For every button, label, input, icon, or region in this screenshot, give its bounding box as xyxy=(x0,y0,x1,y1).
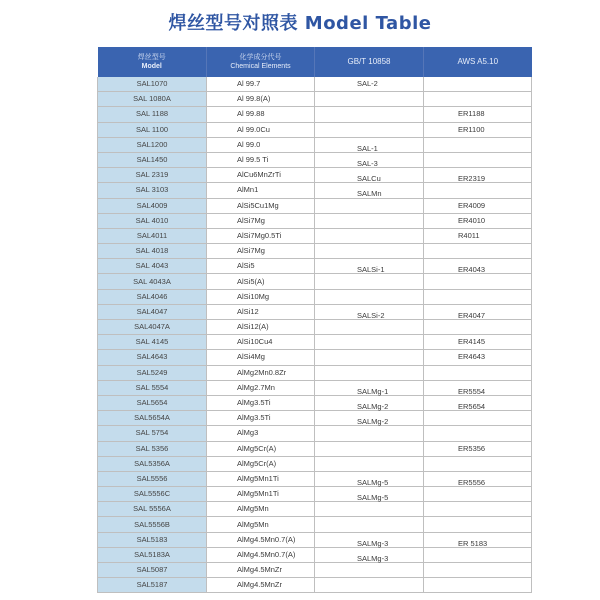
model-cell xyxy=(98,502,207,517)
chemical-cell-text: AlMg5Mn1Ti xyxy=(237,489,279,499)
gbt-cell-text: SAL-1 xyxy=(357,143,378,153)
aws-cell xyxy=(424,441,532,456)
aws-cell xyxy=(424,92,532,107)
aws-cell xyxy=(424,365,532,380)
chemical-cell-text: AlMg3 xyxy=(237,428,259,438)
aws-cell xyxy=(424,77,532,92)
gbt-cell xyxy=(315,92,424,107)
model-cell-text: SAL 4043A xyxy=(133,276,171,286)
gbt-cell xyxy=(315,487,424,502)
model-cell-text: SAL 4010 xyxy=(135,215,169,225)
model-cell-text: SAL4047A xyxy=(134,322,170,332)
table-row xyxy=(98,213,532,228)
table-row xyxy=(98,441,532,456)
model-cell xyxy=(98,441,207,456)
aws-cell-text: ER4043 xyxy=(458,265,486,275)
table-row xyxy=(98,426,532,441)
gbt-cell xyxy=(315,380,424,395)
chemical-cell xyxy=(207,92,315,107)
chemical-cell xyxy=(207,122,315,137)
chemical-cell xyxy=(207,502,315,517)
model-cell xyxy=(98,335,207,350)
table-row xyxy=(98,532,532,547)
model-cell-text: SAL 5754 xyxy=(135,428,169,438)
chemical-cell xyxy=(207,441,315,456)
aws-cell xyxy=(424,471,532,486)
chemical-cell-text: AlMg5Cr(A) xyxy=(237,443,277,453)
chemical-cell-text: AlSi4Mg xyxy=(237,352,265,362)
gbt-cell-text: SAL-3 xyxy=(357,159,378,169)
gbt-cell xyxy=(315,304,424,319)
gbt-cell xyxy=(315,213,424,228)
table-row xyxy=(98,77,532,92)
table-row xyxy=(98,563,532,578)
header-chem-zh: 化学成分代号 xyxy=(239,53,282,61)
chemical-cell-text: AlMg4.5MnZr xyxy=(237,580,283,590)
aws-cell-text: ER5356 xyxy=(458,443,486,453)
model-cell xyxy=(98,532,207,547)
chemical-cell xyxy=(207,152,315,167)
gbt-cell xyxy=(315,365,424,380)
aws-cell-text: ER4009 xyxy=(458,200,486,210)
aws-cell xyxy=(424,304,532,319)
chemical-cell-text: AlSi5(A) xyxy=(237,276,265,286)
aws-cell xyxy=(424,578,532,593)
header-gbt xyxy=(315,47,424,77)
gbt-cell-text: SAL-2 xyxy=(357,79,378,89)
model-cell xyxy=(98,350,207,365)
model-cell-text: SAL5087 xyxy=(136,565,168,575)
chemical-cell xyxy=(207,365,315,380)
gbt-cell-text: SALMg-2 xyxy=(357,417,389,427)
table-row xyxy=(98,320,532,335)
model-cell xyxy=(98,228,207,243)
table-row xyxy=(98,183,532,198)
chemical-cell-text: AlMg3.5Ti xyxy=(237,413,271,423)
model-cell xyxy=(98,244,207,259)
gbt-cell-text: SALSi-2 xyxy=(357,310,385,320)
model-cell xyxy=(98,168,207,183)
chemical-cell-text: AlSi12(A) xyxy=(237,322,269,332)
gbt-cell xyxy=(315,578,424,593)
aws-cell xyxy=(424,532,532,547)
model-cell xyxy=(98,487,207,502)
aws-cell-text: ER5654 xyxy=(458,402,486,412)
model-cell-text: SAL4047 xyxy=(136,306,168,316)
gbt-cell xyxy=(315,502,424,517)
table-row xyxy=(98,411,532,426)
table-row xyxy=(98,107,532,122)
chemical-cell xyxy=(207,274,315,289)
table-row xyxy=(98,456,532,471)
table-row xyxy=(98,487,532,502)
chemical-cell-text: AlSi7Mg xyxy=(237,246,265,256)
model-cell xyxy=(98,411,207,426)
gbt-cell xyxy=(315,274,424,289)
gbt-cell xyxy=(315,411,424,426)
chemical-cell xyxy=(207,517,315,532)
model-cell-text: SAL5556B xyxy=(134,519,170,529)
aws-cell xyxy=(424,411,532,426)
chemical-cell xyxy=(207,487,315,502)
model-cell-text: SAL 3103 xyxy=(135,185,169,195)
chemical-cell-text: Al 99.8(A) xyxy=(237,94,271,104)
model-cell xyxy=(98,365,207,380)
chemical-cell-text: AlSi10Mg xyxy=(237,291,270,301)
chemical-cell xyxy=(207,198,315,213)
model-cell xyxy=(98,578,207,593)
chemical-cell-text: AlMg3.5Ti xyxy=(237,398,271,408)
aws-cell-text: ER4145 xyxy=(458,337,486,347)
chemical-cell-text: AlMn1 xyxy=(237,185,259,195)
table-row xyxy=(98,395,532,410)
header-aws-label: AWS A5.10 xyxy=(457,57,499,66)
header-chem-en: Chemical Elements xyxy=(230,63,291,70)
model-cell xyxy=(98,304,207,319)
gbt-cell-text: SALSi-1 xyxy=(357,265,385,275)
table-row xyxy=(98,289,532,304)
aws-cell xyxy=(424,335,532,350)
model-cell-text: SAL4046 xyxy=(136,291,168,301)
aws-cell xyxy=(424,547,532,562)
aws-cell-text: ER1100 xyxy=(458,124,485,134)
chemical-cell-text: AlMg4.5Mn0.7(A) xyxy=(237,549,296,559)
gbt-cell xyxy=(315,350,424,365)
aws-cell xyxy=(424,198,532,213)
chemical-cell xyxy=(207,304,315,319)
model-cell xyxy=(98,380,207,395)
model-cell-text: SAL 4018 xyxy=(135,246,169,256)
chemical-cell-text: AlMg5Mn xyxy=(237,504,269,514)
model-cell-text: SAL5183A xyxy=(134,549,170,559)
chemical-cell-text: AlSi5 xyxy=(237,261,255,271)
chemical-cell xyxy=(207,350,315,365)
table-row xyxy=(98,471,532,486)
model-cell-text: SAL1200 xyxy=(136,139,168,149)
chemical-cell xyxy=(207,411,315,426)
model-cell-text: SAL 5556A xyxy=(133,504,171,514)
gbt-cell xyxy=(315,289,424,304)
header-aws xyxy=(424,47,532,77)
chemical-cell xyxy=(207,335,315,350)
gbt-cell xyxy=(315,320,424,335)
gbt-cell-text: SALMg-2 xyxy=(357,402,389,412)
aws-cell xyxy=(424,502,532,517)
chemical-cell-text: Al 99.0Cu xyxy=(237,124,270,134)
table-row xyxy=(98,198,532,213)
gbt-cell-text: SALMg-5 xyxy=(357,493,389,503)
chemical-cell xyxy=(207,426,315,441)
chemical-cell-text: AlMg4.5MnZr xyxy=(237,565,283,575)
model-cell xyxy=(98,77,207,92)
model-cell xyxy=(98,517,207,532)
chemical-cell-text: AlMg5Mn xyxy=(237,519,269,529)
table-row xyxy=(98,122,532,137)
gbt-cell xyxy=(315,471,424,486)
model-cell xyxy=(98,426,207,441)
table-row xyxy=(98,380,532,395)
chemical-cell xyxy=(207,456,315,471)
aws-cell xyxy=(424,183,532,198)
aws-cell xyxy=(424,563,532,578)
header-chemical-elements xyxy=(207,47,315,77)
table-row xyxy=(98,350,532,365)
chemical-cell xyxy=(207,320,315,335)
table-row xyxy=(98,547,532,562)
table-row xyxy=(98,335,532,350)
chemical-cell-text: Al 99.88 xyxy=(237,109,265,119)
gbt-cell xyxy=(315,456,424,471)
table-row xyxy=(98,274,532,289)
gbt-cell xyxy=(315,532,424,547)
model-cell-text: SAL5654 xyxy=(136,398,168,408)
model-cell xyxy=(98,107,207,122)
gbt-cell-text: SALMg-3 xyxy=(357,538,389,548)
table-row xyxy=(98,244,532,259)
gbt-cell xyxy=(315,107,424,122)
gbt-cell xyxy=(315,137,424,152)
aws-cell xyxy=(424,213,532,228)
aws-cell xyxy=(424,289,532,304)
gbt-cell xyxy=(315,517,424,532)
aws-cell xyxy=(424,350,532,365)
aws-cell-text: ER4047 xyxy=(458,310,486,320)
aws-cell xyxy=(424,244,532,259)
aws-cell xyxy=(424,487,532,502)
gbt-cell-text: SALMg-3 xyxy=(357,553,389,563)
chemical-cell xyxy=(207,77,315,92)
aws-cell-text: ER2319 xyxy=(458,174,486,184)
chemical-cell xyxy=(207,228,315,243)
chemical-cell xyxy=(207,107,315,122)
chemical-cell-text: AlSi10Cu4 xyxy=(237,337,273,347)
model-cell-text: SAL5556C xyxy=(133,489,171,499)
table-header-row xyxy=(98,47,532,77)
model-cell-text: SAL 1080A xyxy=(133,94,171,104)
table-row xyxy=(98,137,532,152)
chemical-cell-text: AlCu6MnZrTi xyxy=(237,170,281,180)
table-body xyxy=(98,77,532,593)
model-cell xyxy=(98,92,207,107)
aws-cell-text: ER1188 xyxy=(458,109,485,119)
header-model xyxy=(98,47,207,77)
gbt-cell xyxy=(315,183,424,198)
aws-cell-text: R4011 xyxy=(458,230,480,240)
aws-cell xyxy=(424,259,532,274)
model-cell-text: SAL5187 xyxy=(136,580,168,590)
header-model-en: Model xyxy=(141,63,162,70)
chemical-cell-text: Al 99.5 Ti xyxy=(237,155,269,165)
aws-cell xyxy=(424,380,532,395)
chemical-cell-text: AlSi7Mg0.5Ti xyxy=(237,230,282,240)
chemical-cell xyxy=(207,532,315,547)
gbt-cell xyxy=(315,563,424,578)
aws-cell-text: ER4643 xyxy=(458,352,486,362)
table-row xyxy=(98,365,532,380)
table-row xyxy=(98,168,532,183)
table-row xyxy=(98,259,532,274)
model-cell xyxy=(98,122,207,137)
chemical-cell-text: AlSi7Mg xyxy=(237,215,265,225)
aws-cell xyxy=(424,395,532,410)
model-cell-text: SAL4011 xyxy=(136,230,168,240)
aws-cell-text: ER 5183 xyxy=(458,538,488,548)
gbt-cell-text: SALMg-1 xyxy=(357,386,389,396)
model-cell-text: SAL5249 xyxy=(136,367,168,377)
model-cell-text: SAL 5356 xyxy=(135,443,169,453)
aws-cell xyxy=(424,456,532,471)
model-cell xyxy=(98,152,207,167)
chemical-cell xyxy=(207,289,315,304)
table-row xyxy=(98,578,532,593)
chemical-cell xyxy=(207,547,315,562)
model-cell-text: SAL5654A xyxy=(134,413,170,423)
gbt-cell xyxy=(315,335,424,350)
aws-cell xyxy=(424,152,532,167)
chemical-cell xyxy=(207,259,315,274)
chemical-cell-text: AlSi5Cu1Mg xyxy=(237,200,279,210)
gbt-cell xyxy=(315,77,424,92)
model-cell xyxy=(98,320,207,335)
model-cell xyxy=(98,289,207,304)
model-cell-text: SAL1450 xyxy=(136,155,168,165)
header-gbt-label: GB/T 10858 xyxy=(347,57,391,66)
gbt-cell xyxy=(315,122,424,137)
gbt-cell xyxy=(315,547,424,562)
aws-cell-text: ER5556 xyxy=(458,477,486,487)
chemical-cell xyxy=(207,244,315,259)
gbt-cell xyxy=(315,395,424,410)
model-table xyxy=(97,47,532,593)
model-cell-text: SAL4009 xyxy=(136,200,168,210)
table-row xyxy=(98,92,532,107)
chemical-cell xyxy=(207,168,315,183)
aws-cell-text: ER4010 xyxy=(458,215,486,225)
model-cell-text: SAL 1188 xyxy=(135,109,169,119)
chemical-cell-text: AlMg5Cr(A) xyxy=(237,458,277,468)
model-cell xyxy=(98,547,207,562)
model-cell-text: SAL5356A xyxy=(134,458,170,468)
chemical-cell xyxy=(207,471,315,486)
gbt-cell xyxy=(315,228,424,243)
model-cell xyxy=(98,563,207,578)
model-cell xyxy=(98,137,207,152)
model-cell xyxy=(98,395,207,410)
model-cell-text: SAL 5554 xyxy=(135,382,169,392)
chemical-cell-text: AlSi12 xyxy=(237,306,259,316)
model-cell xyxy=(98,456,207,471)
gbt-cell xyxy=(315,244,424,259)
aws-cell xyxy=(424,168,532,183)
chemical-cell xyxy=(207,213,315,228)
table-row xyxy=(98,502,532,517)
chemical-cell xyxy=(207,395,315,410)
page-title: 焊丝型号对照表 Model Table xyxy=(168,13,432,34)
model-cell-text: SAL5183 xyxy=(136,534,168,544)
aws-cell-text: ER5554 xyxy=(458,386,486,396)
aws-cell xyxy=(424,137,532,152)
gbt-cell xyxy=(315,198,424,213)
chemical-cell xyxy=(207,563,315,578)
gbt-cell xyxy=(315,441,424,456)
gbt-cell xyxy=(315,152,424,167)
model-cell-text: SAL 1100 xyxy=(135,124,169,134)
chemical-cell-text: Al 99.7 xyxy=(237,79,261,89)
model-cell-text: SAL 4145 xyxy=(135,337,169,347)
model-cell xyxy=(98,183,207,198)
model-cell xyxy=(98,274,207,289)
aws-cell xyxy=(424,320,532,335)
gbt-cell xyxy=(315,259,424,274)
table-row xyxy=(98,304,532,319)
aws-cell xyxy=(424,274,532,289)
gbt-cell-text: SALCu xyxy=(357,174,381,184)
model-cell xyxy=(98,471,207,486)
chemical-cell xyxy=(207,137,315,152)
chemical-cell-text: AlMg2Mn0.8Zr xyxy=(237,367,287,377)
model-cell xyxy=(98,259,207,274)
aws-cell xyxy=(424,228,532,243)
gbt-cell xyxy=(315,426,424,441)
aws-cell xyxy=(424,517,532,532)
chemical-cell-text: Al 99.0 xyxy=(237,139,261,149)
chemical-cell xyxy=(207,578,315,593)
chemical-cell xyxy=(207,183,315,198)
chemical-cell-text: AlMg4.5Mn0.7(A) xyxy=(237,534,296,544)
aws-cell xyxy=(424,107,532,122)
table-row xyxy=(98,152,532,167)
aws-cell xyxy=(424,426,532,441)
table-row xyxy=(98,517,532,532)
chemical-cell xyxy=(207,380,315,395)
chemical-cell-text: AlMg2.7Mn xyxy=(237,382,275,392)
model-cell-text: SAL5556 xyxy=(136,473,168,483)
table-row xyxy=(98,228,532,243)
gbt-cell xyxy=(315,168,424,183)
model-cell-text: SAL4643 xyxy=(136,352,168,362)
model-cell-text: SAL 2319 xyxy=(135,170,169,180)
header-model-zh: 焊丝型号 xyxy=(137,53,166,61)
model-cell-text: SAL 4043 xyxy=(135,261,169,271)
aws-cell xyxy=(424,122,532,137)
chemical-cell-text: AlMg5Mn1Ti xyxy=(237,473,279,483)
gbt-cell-text: SALMg-5 xyxy=(357,477,389,487)
model-table-container xyxy=(97,47,531,593)
gbt-cell-text: SALMn xyxy=(357,189,382,199)
model-cell xyxy=(98,213,207,228)
model-cell-text: SAL1070 xyxy=(136,79,168,89)
model-cell xyxy=(98,198,207,213)
